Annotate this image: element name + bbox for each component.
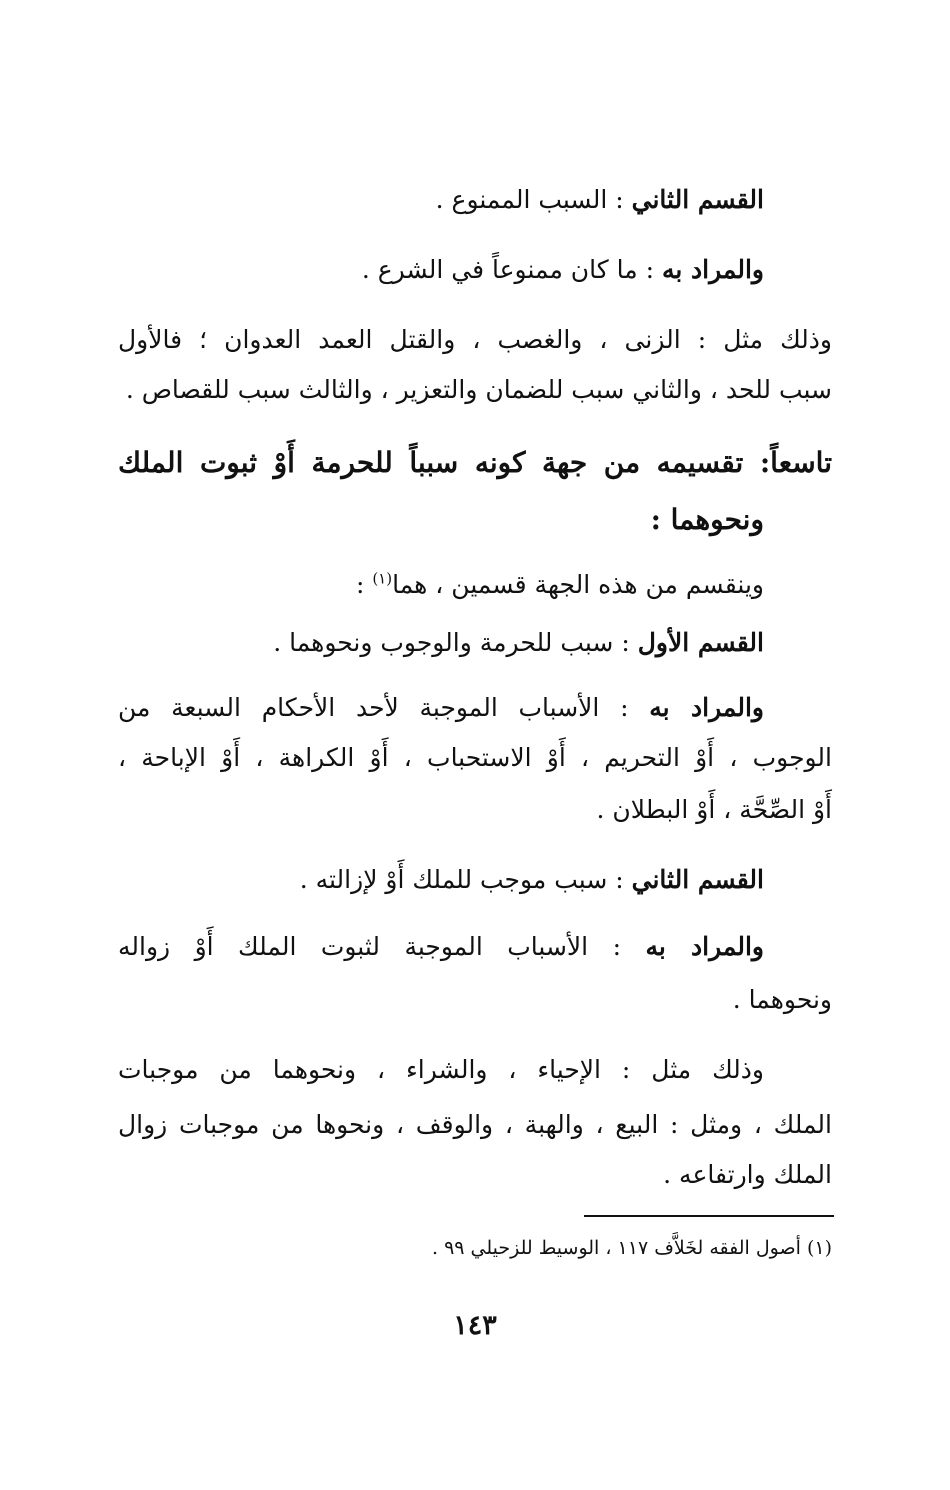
paragraph-section-two	[436, 180, 764, 220]
examples-line-1: وذلك مثل : الزنى ، والغصب ، والقتل العمد العدوان ؛ فالأول	[118, 325, 832, 354]
section-one-text: : سبب للحرمة والوجوب ونحوهما .	[273, 628, 630, 657]
page-number: ١٤٣	[453, 1310, 497, 1341]
section-label: القسم الثاني	[631, 185, 764, 214]
footnote-reference: (١)	[372, 569, 393, 588]
examples-two-line-1: وذلك مثل : الإحياء ، والشراء ، ونحوهما من موجبات	[118, 1055, 764, 1084]
meaning-two-line-2: الوجوب ، أَوْ التحريم ، أَوْ الاستحباب ، أَوْ الكراهة ، أَوْ الإباحة ،	[118, 743, 832, 772]
footnote	[432, 1233, 832, 1263]
meaning-two-label: والمراد به	[649, 693, 764, 722]
examples-line-2: سبب للحد ، والثاني سبب للضمان والتعزير ، والثالث سبب للقصاص .	[125, 375, 832, 404]
meaning-two-text: : الأسباب الموجبة لأحد الأحكام السبعة من	[118, 693, 629, 722]
meaning-three-label: والمراد به	[645, 932, 765, 961]
division-tail: :	[355, 570, 373, 599]
division-text: وينقسم من هذه الجهة قسمين ، هما	[392, 570, 764, 599]
section-two-b-text: : سبب موجب للملك أَوْ لإزالته .	[299, 865, 624, 894]
examples-two-line-2: الملك ، ومثل : البيع ، والهبة ، والوقف ، ونحوها من موجبات زوال	[118, 1110, 832, 1139]
heading-ninth-line-2: ونحوهما :	[650, 503, 764, 536]
meaning-text: : ما كان ممنوعاً في الشرع .	[361, 255, 655, 284]
meaning-two-line-1	[118, 688, 764, 728]
footnote-number: (١)	[806, 1237, 832, 1259]
meaning-three-line-2: ونحوهما .	[732, 985, 832, 1014]
heading-ninth-line-1: تاسعاً: تقسيمه من جهة كونه سبباً للحرمة أَوْ ثبوت الملك	[118, 446, 832, 479]
examples-two-line-3: الملك وارتفاعه .	[663, 1160, 832, 1189]
paragraph-section-one	[273, 623, 764, 663]
paragraph-meaning	[362, 250, 764, 290]
meaning-label: والمراد به	[661, 255, 764, 284]
section-one-label: القسم الأول	[637, 628, 764, 657]
footnote-text: أصول الفقه لخَلاَّف ١١٧ ، الوسيط للزحيلي ٩٩ .	[432, 1237, 801, 1259]
paragraph-section-two-b	[300, 860, 764, 900]
meaning-three-text: : الأسباب الموجبة لثبوت الملك أَوْ زواله	[118, 932, 621, 961]
footnote-separator	[584, 1215, 834, 1217]
section-two-b-label: القسم الثاني	[631, 865, 764, 894]
paragraph-division	[356, 565, 764, 605]
meaning-three-line-1	[118, 927, 764, 967]
meaning-two-line-3: أَوْ الصِّحَّة ، أَوْ البطلان .	[596, 795, 832, 824]
section-text: : السبب الممنوع .	[435, 185, 624, 214]
